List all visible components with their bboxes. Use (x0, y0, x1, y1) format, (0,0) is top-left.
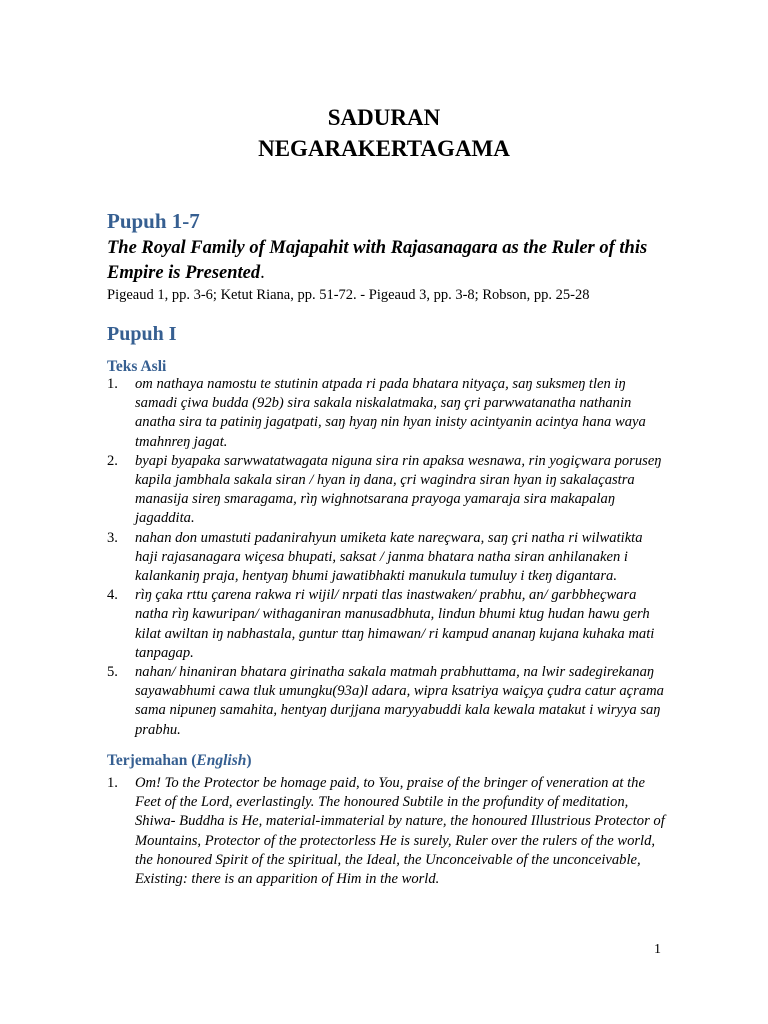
list-item-text: Om! To the Protector be homage paid, to You, praise of the bringer of veneration at the Feet of the Lord, everlastingly. The honoured Subtile in the profundity of meditation, Shiwa- Buddha is He, material-immaterial by nature, the honoured Illustrious Protector of Mountains, Protector of the protectorless He is surely, Ruler over the rulers of the world, the honoured Spirit of the spiritual, the Ideal, the Unconceivable of the unconceivable, Existing: there is an apparition of Him in the world. (135, 775, 665, 888)
list-item-text: byapi byapaka sarwwatatwagata niguna sira rin apaksa wesnawa, rin yogiçwara poruseŋ kapila jambhala sakala siran / hyan iŋ dana, çri wagindra siran hyan iŋ sakalaçastra manasija sireŋ smaragama, rìŋ wighnotsarana prayoga yamaraja sira makapalaŋ jagaddita. (135, 452, 662, 527)
pupuh-heading: Pupuh I (107, 323, 177, 345)
list-item-text: rìŋ çaka rttu çarena rakwa ri wijil/ nrpati tlas inastwaken/ prabhu, an/ garbbheçwara natha rìŋ kawuripan/ withaganiran manusadbhuta, lindun bhumi ktug hudan hawu gerh kilat awiltan iŋ nabhastala, guntur ttaŋ himawan/ ri kampud ananaŋ kujana kuhaka mati tanpagap. (135, 587, 655, 661)
document-title-line-1: SADURAN (327, 105, 441, 130)
list-item (107, 375, 667, 452)
section-subtitle (107, 236, 667, 286)
list-item (107, 529, 667, 587)
list-item-number: 4. (107, 587, 118, 604)
section-subtitle-text: The Royal Family of Majapahit with Rajasanagara as the Ruler of this Empire is Presented (107, 238, 648, 283)
terjemahan-heading-language: English (196, 752, 247, 769)
list-item (107, 586, 667, 663)
list-item-number: 1. (107, 376, 118, 392)
terjemahan-heading-text: Terjemahan ( (107, 752, 197, 769)
references: Pigeaud 1, pp. 3-6; Ketut Riana, pp. 51-72. - Pigeaud 3, pp. 3-8; Robson, pp. 25-28 (107, 287, 590, 303)
page-number: 1 (654, 942, 661, 957)
list-item (107, 452, 667, 529)
teks-asli-list (107, 375, 667, 740)
list-item-number: 3. (107, 529, 118, 546)
list-item-text: om nathaya namostu te stutinin atpada ri pada bhatara nityaça, saŋ suksmeŋ tlen iŋ samadi çiwa budda (92b) sira sakala niskalatmaka, saŋ çri parwwatanatha nathanin anatha sira ta patiniŋ jagatpati, saŋ hyaŋ nin hyan inisty acintyanin acintya hana waya tmahnreŋ jagat. (135, 376, 646, 450)
list-item-text: nahan/ hinaniran bhatara girinatha sakala matmah prabhuttama, na lwir sadegirekanaŋ sayawabhumi cawa tluk umungku(93a)l adara, wipra ksatriya waiçya çudra catur açrama sama nipuneŋ samahita, hentyaŋ durjjana maryyabuddi kala kewala matakut i wiryya saŋ prabhu. (135, 664, 664, 738)
list-item-text: nahan don umastuti padanirahyun umiketa kate nareçwara, saŋ çri natha ri wilwatikta haji rajasanagara wiçesa bhupati, saksat / janma bhatara natha siran anhilanaken i kalankaniŋ praja, hentyaŋ bhumi jawatibhakti manukula tumuluy i tkeŋ digantara. (135, 529, 643, 585)
terjemahan-heading-close: ) (246, 752, 252, 769)
list-item (107, 774, 667, 889)
document-title-line-2: NEGARAKERTAGAMA (258, 136, 510, 161)
teks-asli-heading: Teks Asli (107, 358, 167, 375)
terjemahan-list (107, 774, 667, 889)
list-item-number: 2. (107, 452, 118, 469)
list-item-number: 5. (107, 664, 118, 681)
section-subtitle-end: . (260, 263, 265, 283)
section-heading: Pupuh 1-7 (107, 209, 200, 233)
list-item-number: 1. (107, 775, 118, 791)
list-item (107, 663, 667, 740)
terjemahan-heading (107, 752, 252, 770)
